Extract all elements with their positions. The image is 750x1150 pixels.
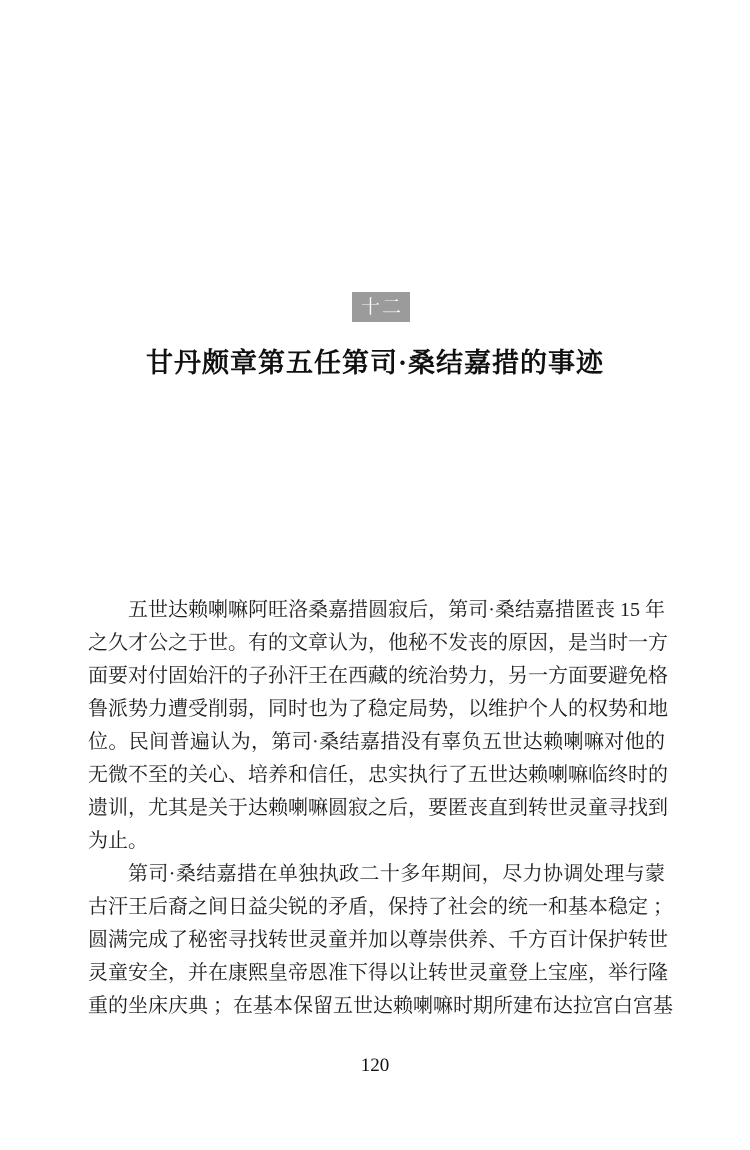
text-line: 为止。 [88,830,148,852]
text-line: 重的坐床庆典 ；在基本保留五世达赖喇嘛时期所建布达拉宫白宫基 [88,995,673,1017]
text-line: 遗训，尤其是关于达赖喇嘛圆寂之后，要匿丧直到转世灵童寻找到 [88,797,668,819]
text-line: 古汗王后裔之间日益尖锐的矛盾，保持了社会的统一和基本稳定 ； [88,896,673,918]
paragraph [88,858,673,1023]
text-line: 位。民间普遍认为，第司·桑结嘉措没有辜负五世达赖喇嘛对他的 [88,731,665,753]
text-line: 之久才公之于世。有的文章认为，他秘不发丧的原因，是当时一方 [88,632,668,654]
text-line: 第司·桑结嘉措在单独执政二十多年期间，尽力协调处理与蒙 [128,863,665,885]
text-line: 无微不至的关心、培养和信任，忠实执行了五世达赖喇嘛临终时的 [88,764,668,786]
text-line: 灵童安全，并在康熙皇帝恩准下得以让转世灵童登上宝座，举行隆 [88,962,668,984]
body-text [88,594,673,1023]
text-line: 鲁派势力遭受削弱，同时也为了稳定局势，以维护个人的权势和地 [88,698,668,720]
chapter-number-badge [352,292,410,322]
text-line: 圆满完成了秘密寻找转世灵童并加以尊崇供养、千方百计保护转世 [88,929,668,951]
page-number: 120 [360,1055,390,1076]
chapter-title: 甘丹颇章第五任第司·桑结嘉措的事迹 [145,348,604,378]
paragraph [88,594,668,858]
text-line: 五世达赖喇嘛阿旺洛桑嘉措圆寂后，第司·桑结嘉措匿丧 15 年 [128,599,665,621]
chapter-number-label: 十二 [360,296,403,318]
text-line: 面要对付固始汗的子孙汗王在西藏的统治势力，另一方面要避免格 [88,665,668,687]
